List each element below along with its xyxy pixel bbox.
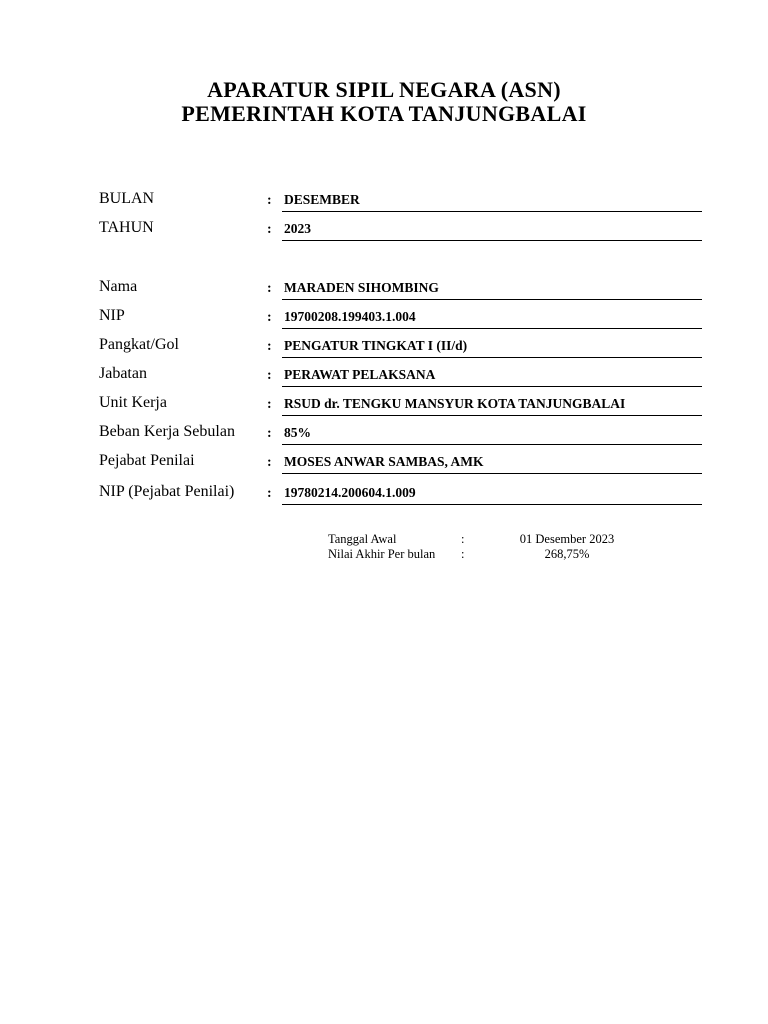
field-label: TAHUN [99,219,154,236]
field-colon: : [267,310,272,325]
field-label: NIP (Pejabat Penilai) [99,483,235,500]
field-row-nip-pejabat-penilai [99,482,702,511]
field-value: 85% [284,425,311,440]
underline-rule [282,211,702,212]
underline-rule [282,473,702,474]
summary-value: 01 Desember 2023 [519,532,615,546]
field-row-beban-kerja [99,422,702,451]
field-value: DESEMBER [284,192,360,207]
summary-row-nilai-akhir [0,547,768,561]
field-colon: : [267,222,272,237]
field-colon: : [267,397,272,412]
summary-colon: : [461,532,465,546]
underline-rule [282,328,702,329]
field-label: NIP [99,307,125,324]
field-label: Pejabat Penilai [99,452,195,469]
field-colon: : [267,455,272,470]
underline-rule [282,504,702,505]
field-row-nama [99,277,702,306]
field-row-nip [99,306,702,335]
underline-rule [282,386,702,387]
field-row-pangkat-gol [99,335,702,364]
field-label: Nama [99,278,138,295]
underline-rule [282,444,702,445]
field-value: PERAWAT PELAKSANA [284,367,436,382]
underline-rule [282,240,702,241]
field-label: BULAN [99,190,155,207]
field-colon: : [267,368,272,383]
field-colon: : [267,281,272,296]
field-colon: : [267,193,272,208]
field-label: Beban Kerja Sebulan [99,423,235,440]
summary-row-tanggal-awal [0,532,768,546]
field-value: MOSES ANWAR SAMBAS, AMK [284,454,484,469]
field-value: 2023 [284,221,311,236]
field-value: 19780214.200604.1.009 [284,485,416,500]
field-label: Jabatan [99,365,147,382]
field-row-jabatan [99,364,702,393]
field-colon: : [267,339,272,354]
field-row-tahun [99,218,702,247]
header-title-line-2: PEMERINTAH KOTA TANJUNGBALAI [181,101,587,126]
underline-rule [282,299,702,300]
field-colon: : [267,486,272,501]
field-value: 19700208.199403.1.004 [284,309,416,324]
field-row-pejabat-penilai [99,451,702,480]
field-row-unit-kerja [99,393,702,422]
field-value: RSUD dr. TENGKU MANSYUR KOTA TANJUNGBALAI [284,396,626,411]
underline-rule [282,357,702,358]
field-label: Unit Kerja [99,394,167,411]
underline-rule [282,415,702,416]
field-colon: : [267,426,272,441]
header-title-line-1: APARATUR SIPIL NEGARA (ASN) [207,77,561,102]
field-value: PENGATUR TINGKAT I (II/d) [284,338,468,353]
summary-colon: : [461,547,465,561]
field-row-bulan [99,189,702,218]
document-header [0,78,768,126]
field-label: Pangkat/Gol [99,336,179,353]
summary-label: Nilai Akhir Per bulan [328,547,436,561]
summary-label: Tanggal Awal [328,532,397,546]
field-value: MARADEN SIHOMBING [284,280,439,295]
summary-value: 268,75% [544,547,590,561]
